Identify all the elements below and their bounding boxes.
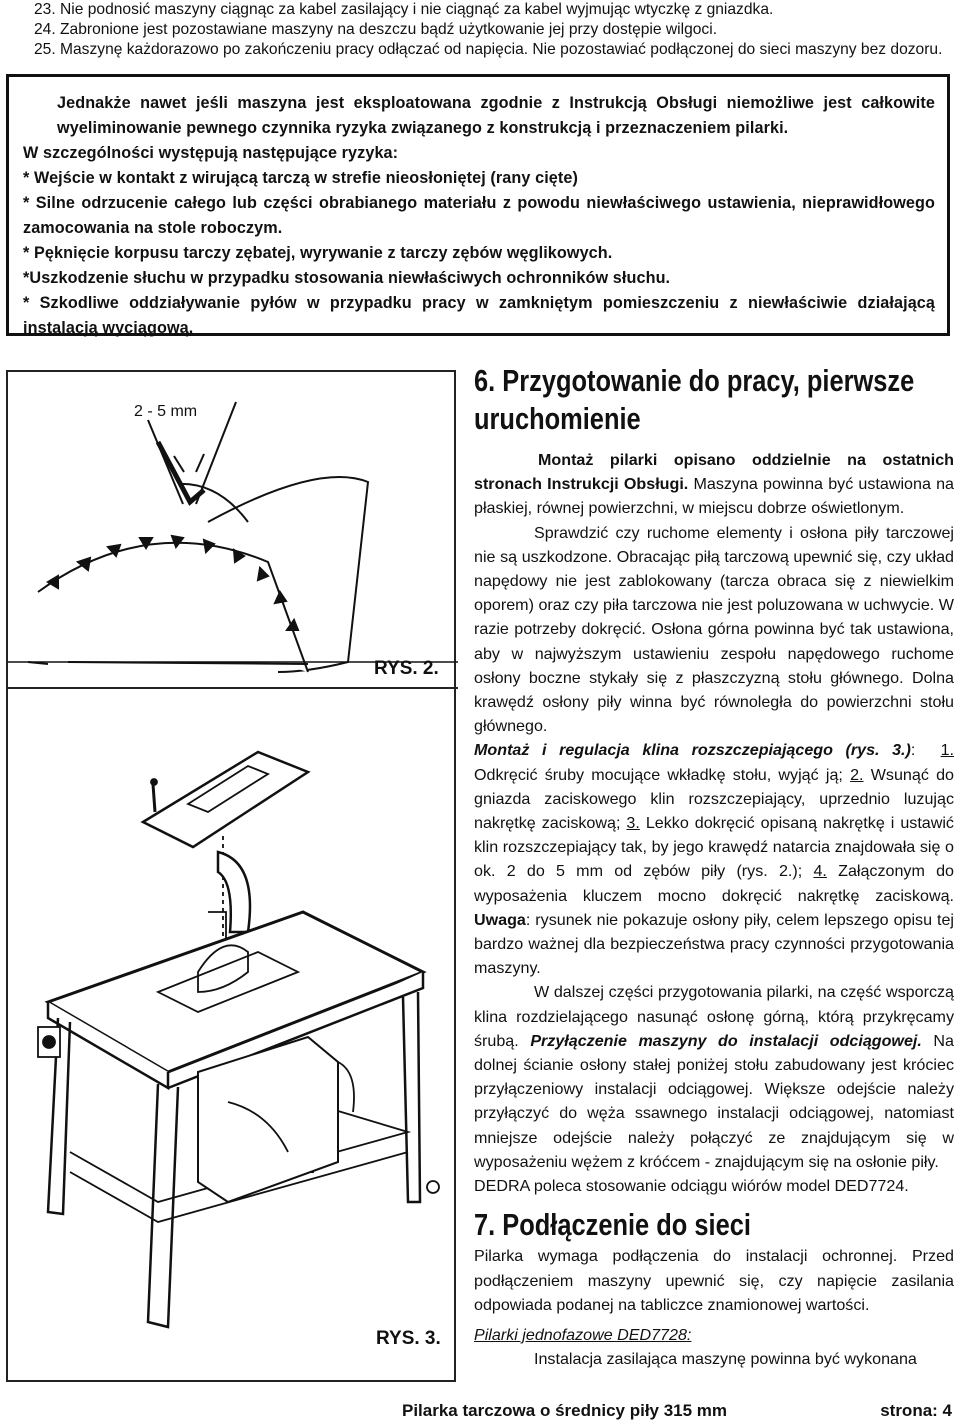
step-text: : rysunek nie pokazuje osłony piły, celem lepszego opisu tej bardzo ważnej dla bezpieczeństwa pracy czynności przygotowania maszyny. (474, 910, 954, 978)
section-6-paragraph: Sprawdzić czy ruchome elementy i osłona piły tarczowej nie są uszkodzone. Obracając piłą tarczową upewnić się, czy układ napędowy nie jest zablokowany (tarcza obraca się z niewielkim oporem) oraz czy piła tarczowa nie jest poluzowana w uchwycie. W razie potrzeby dokręcić. Osłona górna powinna być tak ustawiona, aby w najwyższym ustawieniu zespołu napędowego ruchome osłony boczne stykały się z płaszczyzną stołu głównego. Dolna krawędź osłony piły winna być równoległa do powierzchni stołu głównego. (474, 523, 954, 736)
section-6-lead: Montaż pilarki opisano oddzielnie na ostatnich stronach Instrukcji Obsługi. (474, 451, 954, 494)
section-6-title: 6. Przygotowanie do pracy, pierwsze uruchomienie (474, 363, 915, 436)
riving-knife-heading: Montaż i regulacja klina rozszczepiającego (rys. 3.) (474, 741, 911, 760)
risk-item: * Pęknięcie korpusu tarczy zębatej, wyrywanie z tarczy zębów węglikowych. (23, 244, 613, 262)
extraction-text: W dalszej części przygotowania pilarki, na część wsporczą klina rozdzielającego nasunąć osłonę górną, którą przykręcamy śrubą. (474, 983, 954, 1050)
step-number: 2. (850, 765, 864, 784)
risk-item: *Uszkodzenie słuchu w przypadku stosowania niewłaściwych ochronników słuchu. (23, 269, 671, 287)
colon: : (910, 741, 916, 760)
figure-caption-rys3: RYS. 3. (376, 1328, 441, 1349)
section-6-text: Maszyna powinna być ustawiona na płaskiej, równej powierzchni, w miejscu dobrze oświetlonym. (474, 475, 954, 518)
risk-warning-box (6, 74, 950, 336)
page-footer (402, 1401, 952, 1421)
section-6-paragraph (474, 448, 954, 521)
riving-knife-paragraph (474, 738, 954, 980)
right-column (474, 362, 954, 1371)
warning-intro: Jednakże nawet jeśli maszyna jest eksploatowana zgodnie z Instrukcją Obsługi niemożliwe jest całkowite wyeliminowanie pewnego czynnika ryzyka związanego z konstrukcją i przeznaczeniem pilarki. (57, 94, 935, 137)
page-number: strona: 4 (880, 1401, 952, 1420)
step-text: Lekko dokręcić opisaną nakrętkę i ustawić klin rozszczepiający tak, by jego krawędź natarcia znajdowała się o ok. 2 do 5 mm od zębów piły (rys. 2.); (474, 814, 954, 881)
step-number: 4. (813, 862, 827, 881)
step-text: Załączonym do wyposażenia kluczem mocno dokręcić nakrętkę zaciskową. (474, 862, 954, 905)
risks-title: W szczególności występują następujące ryzyka: (23, 144, 399, 162)
list-item: 24. Zabronione jest pozostawiane maszyny na deszczu bądź użytkowanie jej przy dostępie wilgoci. (34, 21, 718, 38)
section-7-title: 7. Podłączenie do sieci (474, 1207, 751, 1243)
blade-detail-drawing (8, 402, 458, 672)
step-text: Odkręcić śruby mocujące wkładkę stołu, wyjąć ją; (474, 765, 843, 784)
saw-illustration (8, 372, 458, 1384)
recommendation: DEDRA poleca stosowanie odciągu wiórów model DED7724. (474, 1177, 909, 1196)
list-item: 25. Maszynę każdorazowo po zakończeniu pracy odłączać od napięcia. Nie pozostawiać podłączonej do sieci maszyny bez dozoru. (34, 41, 943, 58)
extraction-paragraph (474, 980, 954, 1174)
saw-table-drawing (38, 752, 439, 1327)
footer-title: Pilarka tarczowa o średnicy piły 315 mm (402, 1401, 728, 1420)
dimension-label: 2 - 5 mm (134, 403, 198, 420)
extraction-heading: Przyłączenie maszyny do instalacji odciągowej. (530, 1031, 922, 1050)
safety-list (34, 0, 943, 60)
step-number: 1. (940, 741, 954, 760)
risk-item: * Szkodliwe oddziaływanie pyłów w przypadku pracy w zamkniętym pomieszczeniu z niewłaściwie działającą instalacją wyciągową. (23, 294, 935, 337)
warning-label: Uwaga (474, 910, 526, 929)
step-text: Wsunąć do gniazda zaciskowego klin rozszczepiający, uprzednio luzując nakrętkę zaciskową; (474, 765, 954, 833)
risk-item: * Wejście w kontakt z wirującą tarczą w strefie nieosłoniętej (rany cięte) (23, 169, 578, 187)
step-number: 3. (626, 814, 640, 833)
figure-caption-rys2: RYS. 2. (374, 658, 439, 679)
list-item: 23. Nie podnosić maszyny ciągnąc za kabel zasilający i nie ciągnąć za kabel wyjmując wtyczkę z gniazdka. (34, 1, 774, 18)
section-7-paragraph: Pilarka wymaga podłączenia do instalacji ochronnej. Przed podłączeniem maszyny upewnić się, czy napięcie zasilania odpowiada podanej na tabliczce znamionowej wartości. (474, 1247, 954, 1314)
risk-item: * Silne odrzucenie całego lub części obrabianego materiału z powodu niewłaściwego ustawienia, nieprawidłowego zamocowania na stole roboczym. (23, 194, 935, 237)
section-7-paragraph: Instalacja zasilająca maszynę powinna być wykonana (534, 1350, 917, 1369)
figure-frame (6, 370, 456, 1382)
single-phase-heading: Pilarki jednofazowe DED7728: (474, 1325, 692, 1344)
extraction-text: Na dolnej ścianie osłony stałej poniżej stołu zabudowany jest króciec przyłączeniowy instalacji odciągowej. Większe odejście należy przyłączyć do węża ssawnego instalacji odciągowej, natomiast mniejsze odejście należy połączyć ze znajdującym się w wyposażeniu wężem z króćcem - znajdującym się na osłonie piły. (474, 1031, 955, 1171)
